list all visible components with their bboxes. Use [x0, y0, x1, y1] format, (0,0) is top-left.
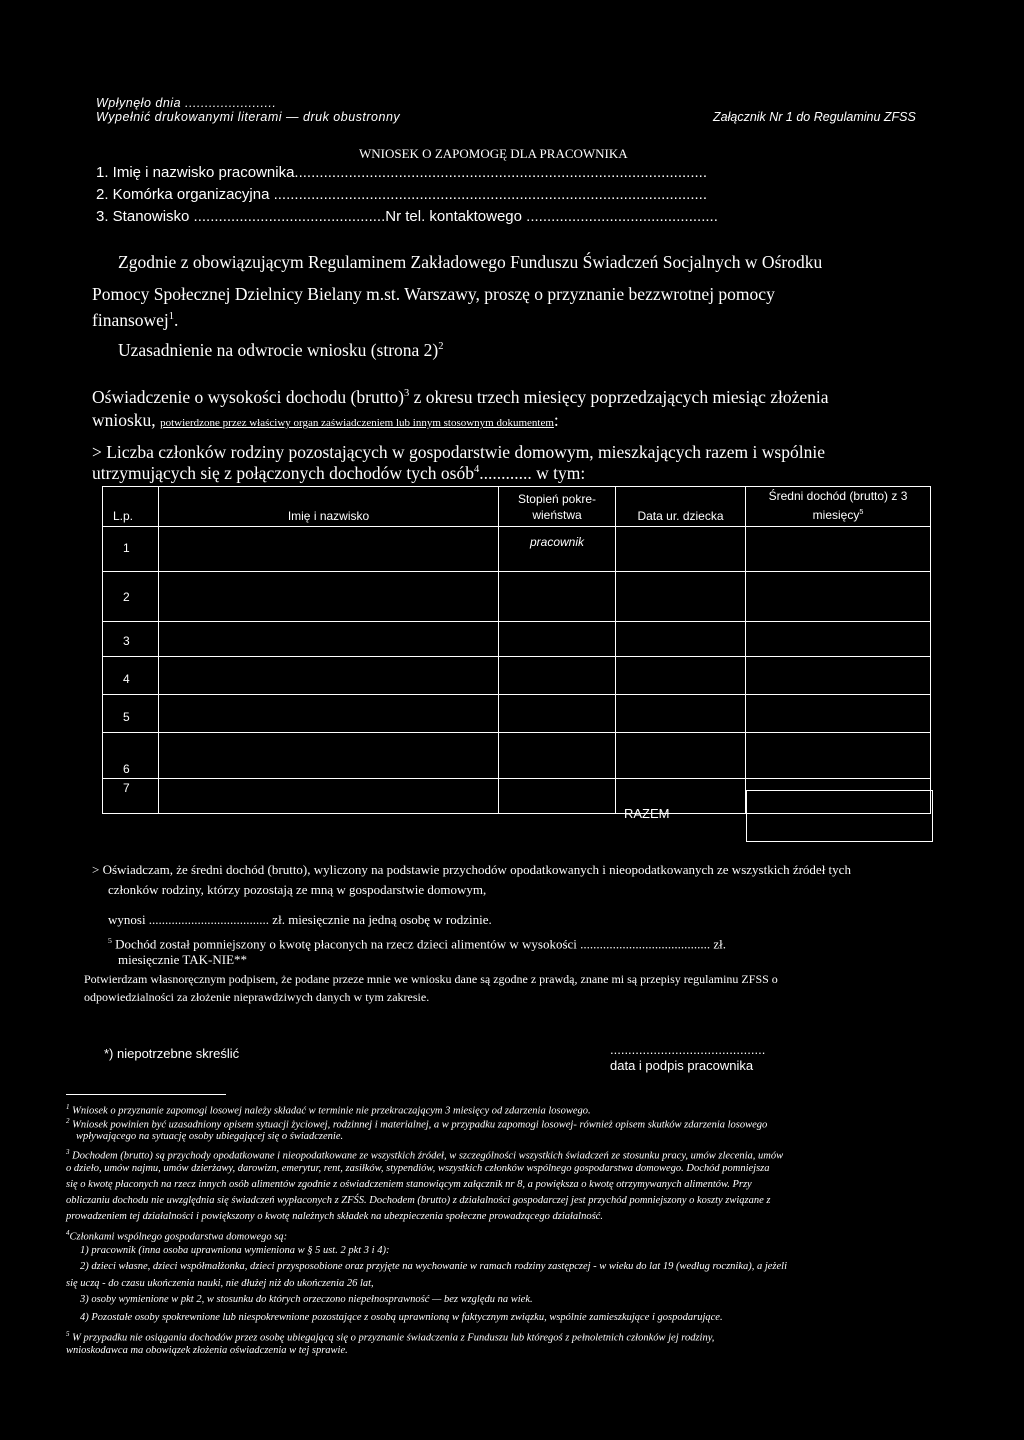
row-name-cell	[159, 779, 499, 814]
footnote-3-c: się o kwotę płaconych na rzecz innych osób alimentów zgodnie z oświadczeniem stanowiącym załącznik nr 8, a powiększa o kwotę otrzymywanych alimentów. Przy	[66, 1179, 752, 1190]
footnote-3-d: obliczaniu dochodu nie uwzględnia się świadczeń wypłaconych z ZFŚS. Dochodem (brutto) z działalności gospodarczej jest przychód pomniejszony o koszty związane z	[66, 1195, 771, 1206]
row-lp: 6	[103, 733, 159, 779]
footnote-divider	[66, 1094, 226, 1095]
row-lp: 7	[103, 779, 159, 814]
table-row	[103, 622, 931, 657]
header-name: Imię i nazwisko	[159, 487, 499, 527]
row-income-cell	[746, 657, 931, 695]
request-paragraph-line1: Zgodnie z obowiązującym Regulaminem Zakładowego Funduszu Świadczeń Socjalnych w Ośrodku	[118, 252, 823, 272]
fill-instruction: Wypełnić drukowanymi literami — druk obustronny	[96, 110, 401, 124]
alimony-line1: $^5$ Dochód został pomniejszony o kwotę płaconych na rzecz dzieci alimentów w wysokości ........................................ zł.	[108, 936, 727, 952]
footnote-5-cont: wnioskodawca ma obowiązek złożenia oświadczenia w tej sprawie.	[66, 1345, 348, 1356]
row-lp: 2	[103, 572, 159, 622]
footnote-3-b: o dzieło, umów najmu, umów dzierżawy, darowizn, emerytur, rent, zasiłków, stypendiów, wszystkich członków wspólnego gospodarstwa domowego. Dochód pomniejsza	[66, 1163, 770, 1174]
household-members-line2: utrzymujących się z połączonych dochodów tych osób$^4$............ w tym:	[92, 463, 586, 483]
total-label: RAZEM	[624, 806, 670, 821]
footnote-3: $^3$ Dochodem (brutto) są przychody opodatkowane i nieopodatkowane ze wszystkich źródeł, w szczególności wszystkich świadczeń ze stosunku pracy, umów zlecenia, umów	[66, 1148, 784, 1162]
declaration-line2: członków rodziny, którzy pozostają ze mną w gospodarstwie domowym,	[108, 882, 487, 897]
field-department: 2. Komórka organizacyjna ........................................................................................................	[96, 186, 708, 203]
table-row	[103, 733, 931, 779]
row-birth-cell	[616, 695, 746, 733]
table-row	[103, 572, 931, 622]
footnote-2-cont: wpływającego na sytuację osoby ubiegającej się o świadczenie.	[76, 1131, 344, 1142]
declaration-line1: > Oświadczam, że średni dochód (brutto), wyliczony na podstawie przychodów opodatkowanych i nieopodatkowanych ze wszystkich źródeł tych	[92, 862, 851, 877]
field-employee-name: 1. Imię i nazwisko pracownika...................................................................................................	[96, 164, 707, 181]
footnote-4-item3: 3) osoby wymienione w pkt 2, w stosunku do których orzeczono niepełnosprawność — bez względu na wiek.	[80, 1294, 533, 1305]
footnote-4-item2: 2) dzieci własne, dzieci współmałżonka, dzieci przysposobione oraz przyjęte na wychowanie w ramach rodziny zastępczej - w wieku do lat 19 (według rocznika), a jeżeli	[80, 1261, 788, 1272]
row-income-cell	[746, 572, 931, 622]
household-table	[102, 486, 931, 814]
declaration-amount: wynosi ..................................... zł. miesięcznie na jedną osobę w rodzinie.	[108, 912, 492, 927]
request-paragraph-line2: Pomocy Społecznej Dzielnicy Bielany m.st. Warszawy, proszę o przyznanie bezzwrotnej pomocy	[92, 284, 775, 304]
footnote-4-item2-cont: się uczą - do czasu ukończenia nauki, nie dłużej niż do ukończenia 26 lat,	[66, 1278, 374, 1289]
row-name-cell	[159, 622, 499, 657]
signature-label: data i podpis pracownika	[610, 1058, 754, 1073]
row-name-cell	[159, 733, 499, 779]
row-relation: pracownik	[499, 527, 616, 572]
row-birth-cell	[616, 733, 746, 779]
row-relation	[499, 572, 616, 622]
row-birth-cell	[616, 527, 746, 572]
row-name-cell	[159, 657, 499, 695]
row-birth-cell	[616, 572, 746, 622]
header-birth-date: Data ur. dziecka	[616, 487, 746, 527]
table-row	[103, 527, 931, 572]
request-paragraph-line3: finansowej$^1$.	[92, 310, 179, 330]
row-income-cell	[746, 695, 931, 733]
table-row	[103, 695, 931, 733]
row-name-cell	[159, 695, 499, 733]
row-lp: 5	[103, 695, 159, 733]
footnote-3-e: prowadzeniem tej działalności i powiększony o kwotę należnych składek na ubezpieczenia społeczne prowadzącego działalność.	[66, 1211, 603, 1222]
row-birth-cell	[616, 657, 746, 695]
header-lp: L.p.	[103, 487, 159, 527]
row-lp: 3	[103, 622, 159, 657]
row-name-cell	[159, 527, 499, 572]
attachment-label: Załącznik Nr 1 do Regulaminu ZFSS	[713, 110, 916, 124]
row-lp: 4	[103, 657, 159, 695]
table-header-row	[103, 487, 931, 527]
row-relation	[499, 622, 616, 657]
field-position-phone: 3. Stanowisko ..............................................Nr tel. kontaktowego ..............................................	[96, 208, 718, 225]
footnote-4-item4: 4) Pozostałe osoby spokrewnione lub niespokrewnione pozostające z osobą uprawnioną w faktycznym związku, wspólnie zamieszkujące i gospodarujące.	[80, 1312, 723, 1323]
row-income-cell	[746, 733, 931, 779]
footnote-5: $^5$ W przypadku nie osiągania dochodów przez osobę ubiegającą się o przyznanie świadczenia z Funduszu lub któregoś z pełnoletnich członków jej rodziny,	[66, 1330, 715, 1344]
alimony-line2: miesięcznie TAK-NIE**	[118, 952, 248, 967]
footnote-4: $^4$Członkami wspólnego gospodarstwa domowego są:	[66, 1229, 288, 1243]
row-relation	[499, 657, 616, 695]
row-relation	[499, 733, 616, 779]
footnote-4-item1: 1) pracownik (inna osoba uprawniona wymieniona w § 5 ust. 2 pkt 3 i 4):	[80, 1245, 390, 1256]
row-income-cell	[746, 527, 931, 572]
justification-note: Uzasadnienie na odwrocie wniosku (strona 2)$^2$	[118, 340, 444, 360]
received-date-line: Wpłynęło dnia .......................	[96, 96, 277, 110]
footnote-1: $^1$ Wniosek o przyznanie zapomogi losowej należy składać w terminie nie przekraczającym 3 miesięcy od zdarzenia losowego.	[66, 1103, 591, 1117]
header-relation: Stopień pokre-wieństwa	[499, 487, 616, 527]
page-title: WNIOSEK O ZAPOMOGĘ DLA PRACOWNIKA	[359, 146, 628, 161]
signature-dots: ...........................................	[610, 1042, 766, 1057]
row-relation	[499, 695, 616, 733]
strike-note: *) niepotrzebne skreślić	[104, 1046, 240, 1061]
confirmation-line2: odpowiedzialności za złożenie nieprawdziwych danych w tym zakresie.	[84, 990, 430, 1004]
table-row	[103, 657, 931, 695]
row-lp: 1	[103, 527, 159, 572]
row-birth-cell	[616, 622, 746, 657]
income-statement-line1: Oświadczenie o wysokości dochodu (brutto)$^3$ z okresu trzech miesięcy poprzedzających miesiąc złożenia	[92, 387, 829, 407]
household-members-line1: > Liczba członków rodziny pozostających w gospodarstwie domowym, mieszkających razem i wspólnie	[92, 442, 825, 462]
row-income-cell	[746, 622, 931, 657]
income-statement-line2: wniosku, potwierdzone przez właściwy organ zaświadczeniem lub innym stosownym dokumentem:	[92, 410, 559, 430]
header-avg-income: Średni dochód (brutto) z 3 miesięcy$^5$	[746, 487, 931, 527]
confirmation-line1: Potwierdzam własnoręcznym podpisem, że podane przeze mnie we wniosku dane są zgodne z prawdą, znane mi są przepisy regulaminu ZFSS o	[84, 972, 778, 986]
total-amount-box	[746, 790, 933, 842]
row-name-cell	[159, 572, 499, 622]
row-relation	[499, 779, 616, 814]
footnote-2: $^2$ Wniosek powinien być uzasadniony opisem sytuacji życiowej, rodzinnej i materialnej, a w przypadku zapomogi losowej- również opisem skutków zdarzenia losowego	[66, 1117, 768, 1131]
